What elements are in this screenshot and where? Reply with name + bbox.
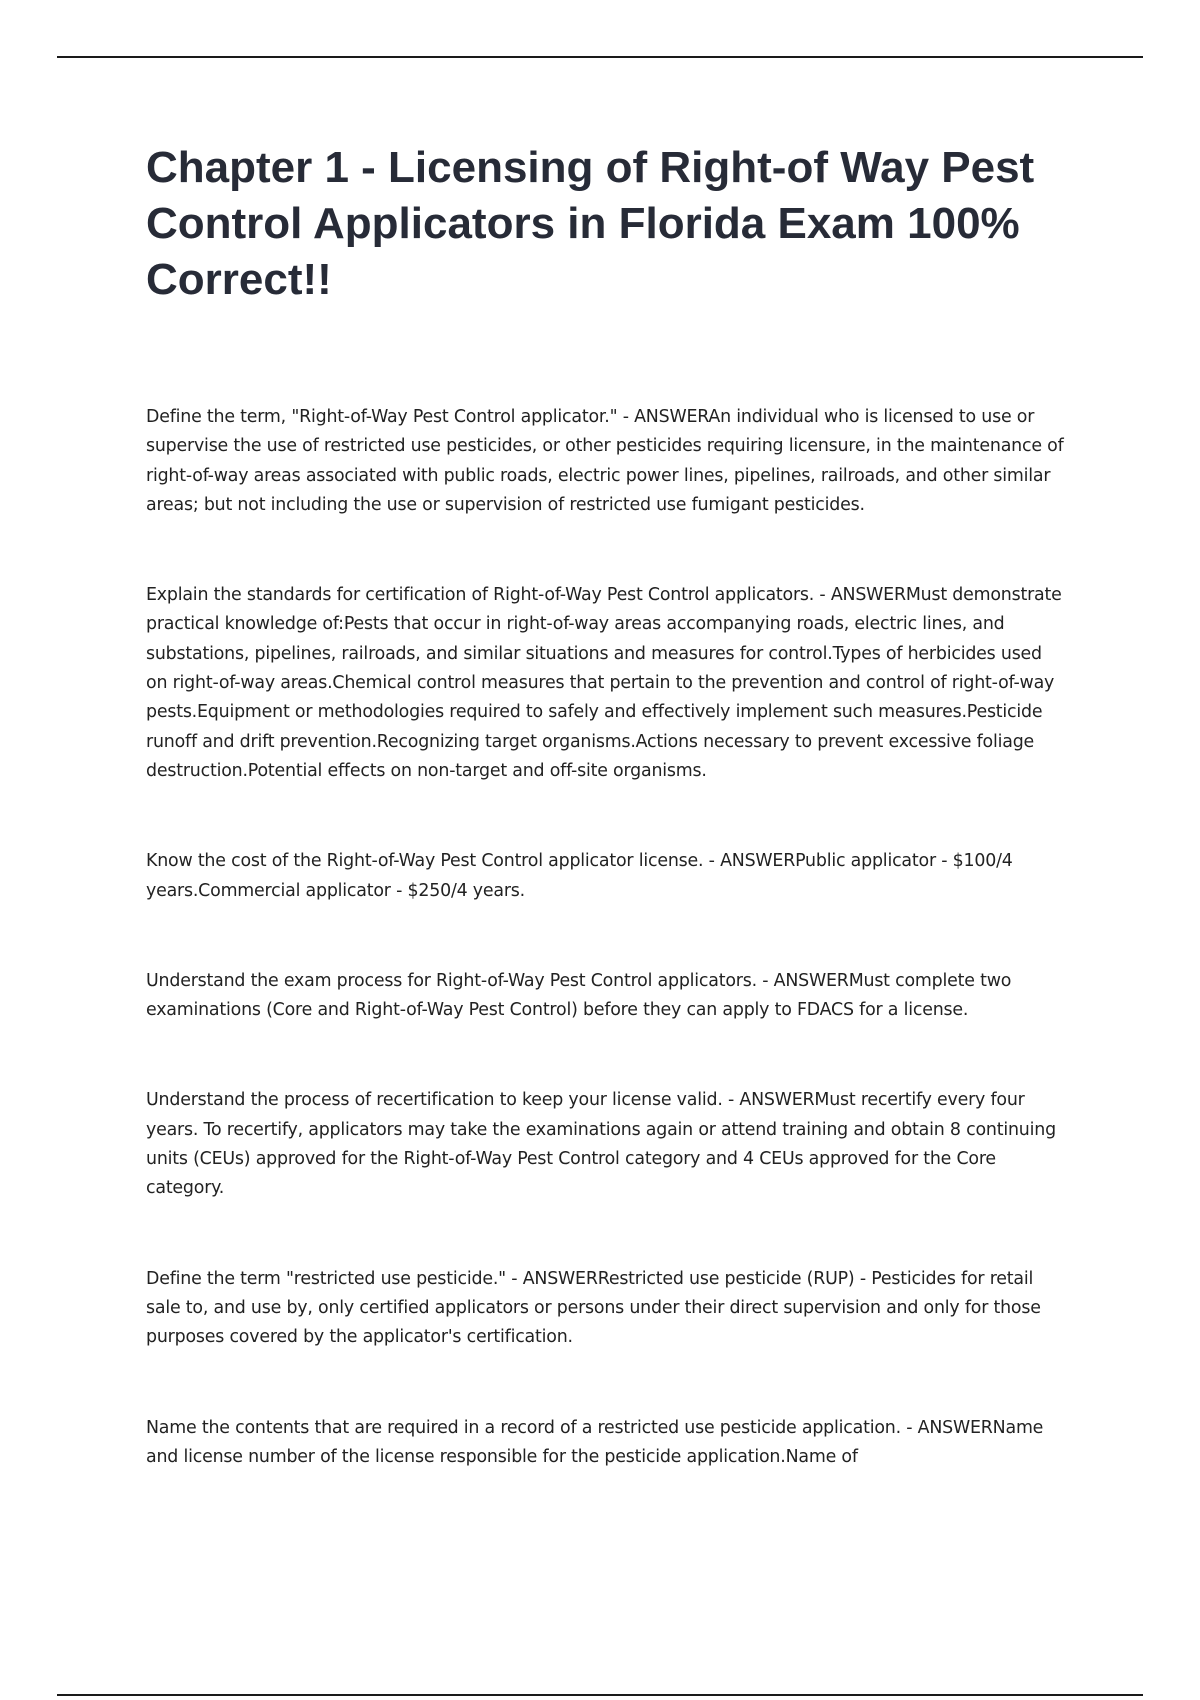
qa-entry: Understand the process of recertification to keep your license valid. - ANSWERMust recertify every four years. To recertify, applicators may take the examinations again or attend training and obtain 8 continuing units (CEUs) approved for the Right-of-Way Pest Control category and 4 CEUs approved for the Core category. [146,1090,1056,1199]
qa-entry: Define the term, "Right-of-Way Pest Control applicator." - ANSWERAn individual who is licensed to use or supervise the use of restricted use pesticides, or other pesticides requiring licensure, in the maintenance of right-of-way areas associated with public roads, electric power lines, pipelines, railroads, and other similar areas; but not including the use or supervision of restricted use fumigant pesticides. [146,407,1064,515]
qa-entry: Explain the standards for certification of Right-of-Way Pest Control applicators. - ANSWERMust demonstrate practical knowledge of:Pests that occur in right-of-way areas accompanying roads, electric lines, and substations, pipelines, railroads, and similar situations and measures for control.Types of herbicides used on right-of-way areas.Chemical control measures that pertain to the prevention and control of right-of-way pests.Equipment or methodologies required to safely and effectively implement such measures.Pesticide runoff and drift prevention.Recognizing target organisms.Actions necessary to prevent excessive foliage destruction.Potential effects on non-target and off-site organisms. [146,585,1062,781]
qa-entry: Name the contents that are required in a record of a restricted use pesticide application. - ANSWERName and license number of the license responsible for the pesticide application.Name of [146,1417,1044,1467]
qa-list [146,403,1066,1472]
document-title: Chapter 1 - Licensing of Right-of Way Pest Control Applicators in Florida Exam 100% Correct!! [146,143,1035,304]
qa-entry: Understand the exam process for Right-of-Way Pest Control applicators. - ANSWERMust complete two examinations (Core and Right-of-Way Pest Control) before they can apply to FDACS for a license. [146,970,1012,1021]
qa-entry: Know the cost of the Right-of-Way Pest Control applicator license. - ANSWERPublic applicator - $100/4 years.Commercial applicator - $250/4 years. [146,851,1013,901]
page-content [146,140,1066,1533]
header-rule [57,56,1143,58]
footer-rule [57,1694,1143,1696]
qa-entry: Define the term "restricted use pesticide." - ANSWERRestricted use pesticide (RUP) - Pesticides for retail sale to, and use by, only certified applicators or persons under their direct supervision and only for those purposes covered by the applicator's certification. [146,1268,1041,1348]
